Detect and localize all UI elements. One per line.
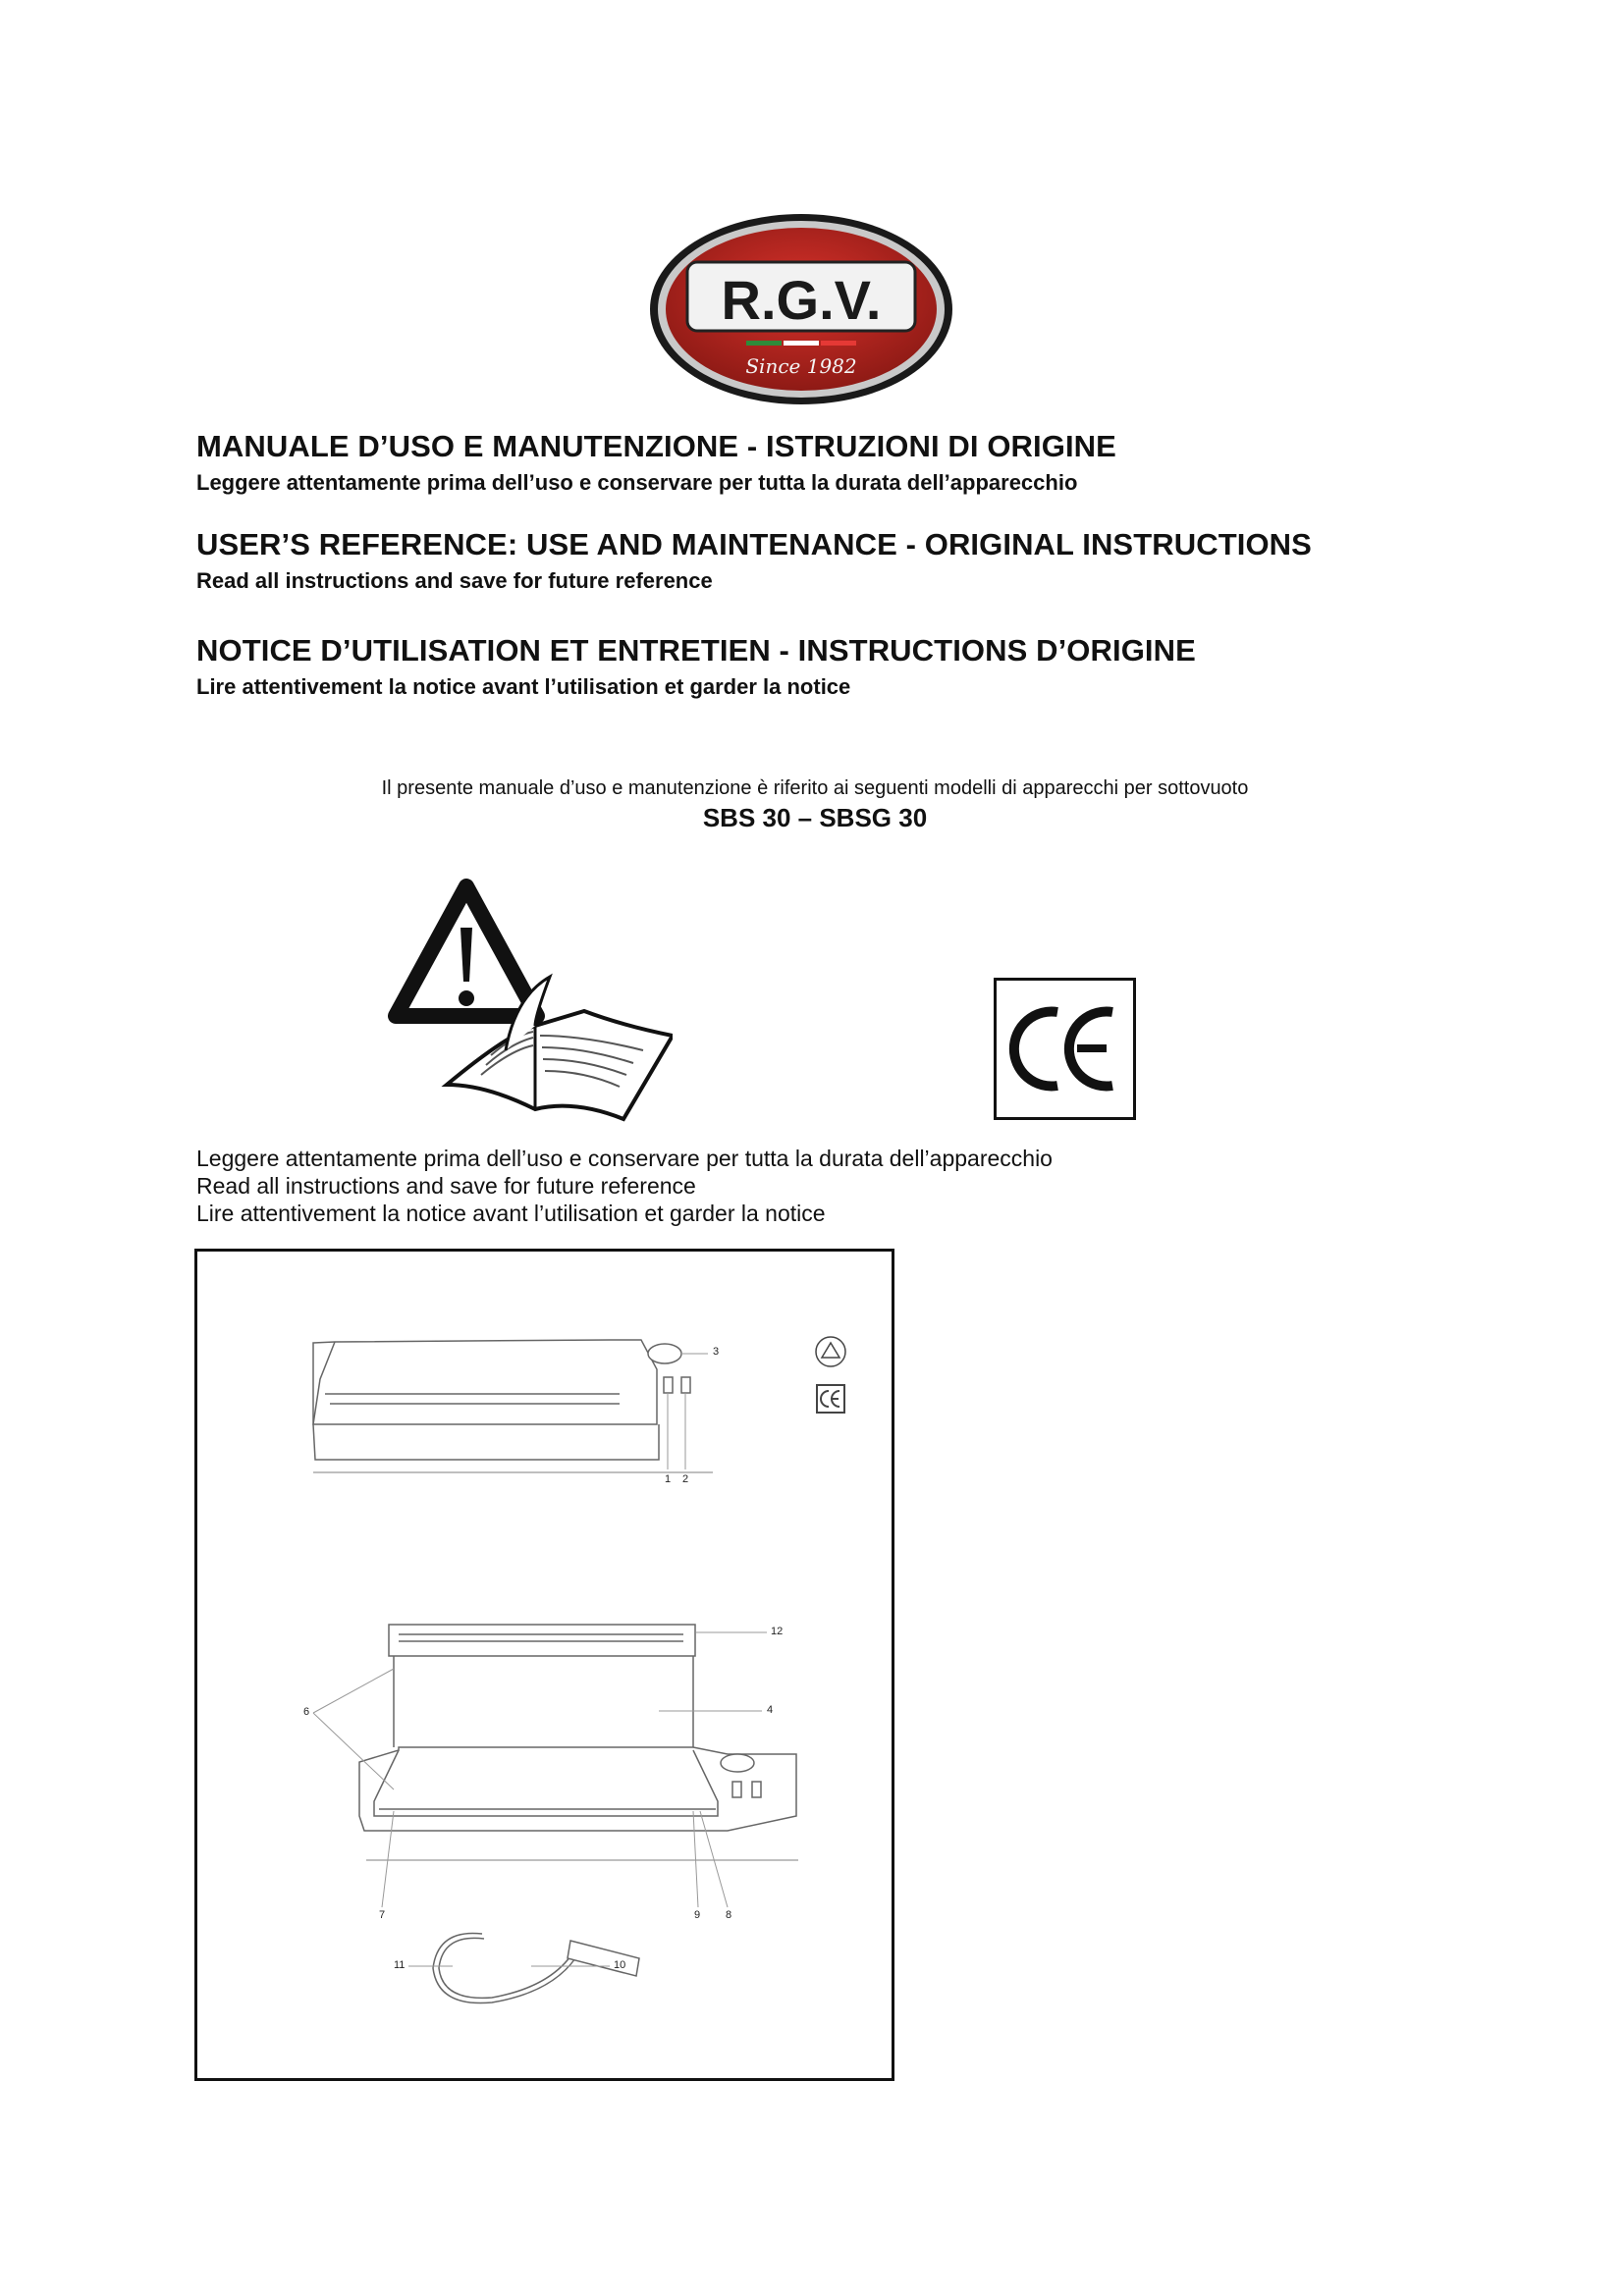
callout-4: 4 xyxy=(767,1704,774,1716)
warning-book-icon xyxy=(388,879,673,1124)
hose-accessory xyxy=(433,1933,639,2002)
callout-8: 8 xyxy=(726,1909,732,1921)
callout-12: 12 xyxy=(771,1626,784,1637)
heading-fr: NOTICE D’UTILISATION ET ENTRETIEN - INSTRUCTIONS D’ORIGINE xyxy=(196,633,1196,667)
callout-7: 7 xyxy=(379,1909,386,1921)
notice-line-fr: Lire attentivement la notice avant l’utilisation et garder la notice xyxy=(196,1201,826,1226)
subtitle-it: Leggere attentamente prima dell’uso e conservare per tutta la durata dell’apparecchio xyxy=(196,470,1078,495)
callout-1: 1 xyxy=(665,1473,672,1485)
notice-line-en: Read all instructions and save for future reference xyxy=(196,1173,696,1199)
product-diagram xyxy=(194,1249,894,2081)
rgv-logo xyxy=(648,211,954,407)
subtitle-fr: Lire attentivement la notice avant l’utilisation et garder la notice xyxy=(196,674,851,699)
product-diagram-svg xyxy=(197,1252,892,2078)
logo-tagline-text: Since 1982 xyxy=(745,354,857,378)
callout-3: 3 xyxy=(713,1346,720,1358)
callout-9: 9 xyxy=(694,1909,701,1921)
ce-mark-icon xyxy=(994,978,1136,1120)
notice-line-it: Leggere attentamente prima dell’uso e conservare per tutta la durata dell’apparecchio xyxy=(196,1146,1053,1171)
heading-it: MANUALE D’USO E MANUTENZIONE - ISTRUZIONI DI ORIGINE xyxy=(196,429,1116,463)
machine-top-view xyxy=(313,1340,713,1472)
callout-6: 6 xyxy=(303,1706,310,1718)
models-note: Il presente manuale d’uso e manutenzione è riferito ai seguenti modelli di apparecchi per sottovuoto xyxy=(381,777,1249,799)
callout-2: 2 xyxy=(682,1473,689,1485)
callout-10: 10 xyxy=(614,1959,626,1971)
subtitle-en: Read all instructions and save for future reference xyxy=(196,568,713,593)
certification-marks xyxy=(816,1337,845,1413)
machine-open-view xyxy=(359,1625,798,1860)
logo-brand-text: R.G.V. xyxy=(721,269,882,331)
models-list: SBS 30 – SBSG 30 xyxy=(702,803,928,832)
heading-en: USER’S REFERENCE: USE AND MAINTENANCE - ORIGINAL INSTRUCTIONS xyxy=(196,527,1312,561)
callout-11: 11 xyxy=(394,1959,406,1971)
